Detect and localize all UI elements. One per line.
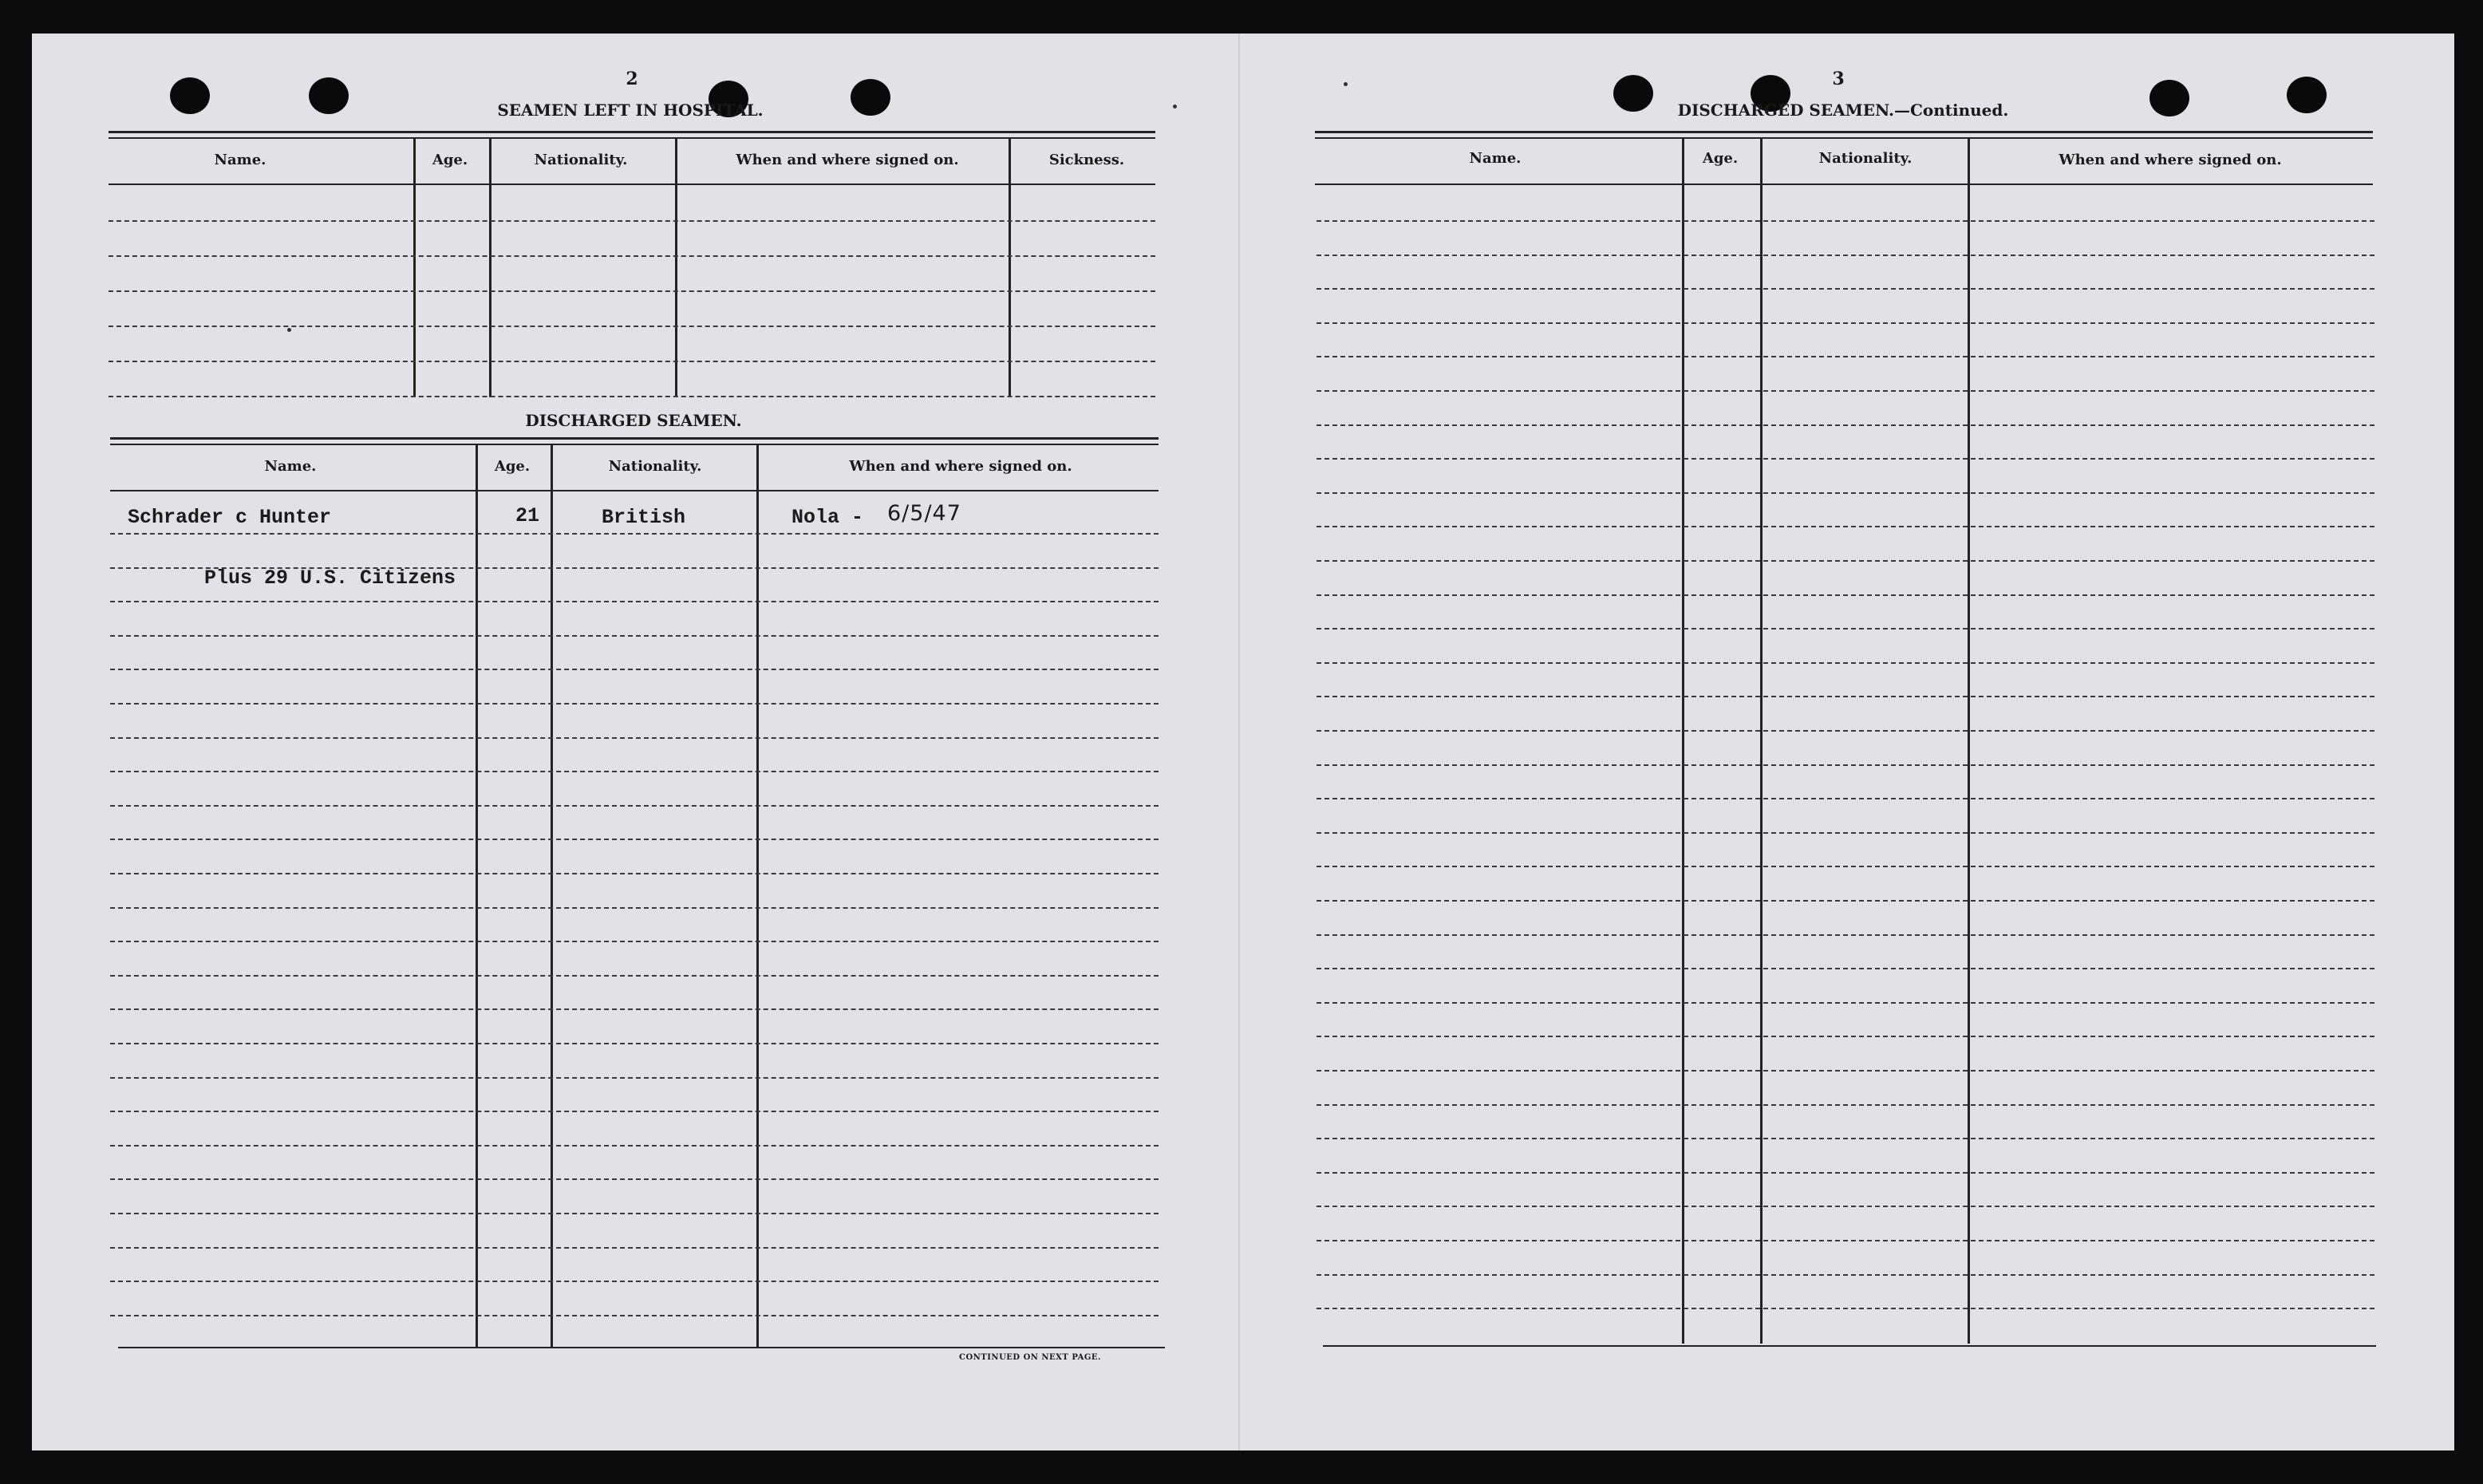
ruled-line: [1317, 968, 2374, 969]
ruled-line: [1317, 1002, 2374, 1004]
ruled-line: [109, 220, 1155, 222]
ruled-line: [110, 1213, 1159, 1214]
col-header-sickness: Sickness.: [1048, 152, 1125, 168]
col-header-signed-on: When and where signed on.: [2059, 152, 2282, 168]
page-number-left: 2: [626, 69, 638, 89]
ruled-line: [1317, 255, 2374, 256]
punch-hole: [2287, 77, 2327, 113]
ruled-line: [110, 737, 1159, 739]
ruled-line: [1317, 220, 2374, 222]
entry-signed-on: Nola -: [791, 506, 864, 529]
ruled-line: [110, 635, 1159, 637]
ruled-line: [1317, 560, 2374, 562]
rule: [109, 137, 1155, 139]
ink-speck: [1344, 82, 1348, 86]
ruled-line: [110, 1247, 1159, 1249]
ruled-line: [110, 1111, 1159, 1112]
ruled-line: [1317, 696, 2374, 697]
ruled-line: [1317, 526, 2374, 527]
ruled-line: [1317, 628, 2374, 630]
col-header-age: Age.: [1702, 150, 1739, 167]
column-divider: [551, 444, 553, 1347]
ruled-line: [110, 771, 1159, 772]
ruled-line: [110, 805, 1159, 807]
ruled-line: [109, 396, 1155, 397]
ruled-line: [110, 1008, 1159, 1010]
ruled-line: [1317, 730, 2374, 732]
ruled-line: [110, 669, 1159, 670]
rule: [110, 490, 1159, 491]
ruled-line: [110, 601, 1159, 602]
punch-hole: [170, 77, 210, 114]
paper-sheet: [32, 34, 2454, 1450]
ruled-line: [109, 326, 1155, 327]
ruled-line: [1317, 356, 2374, 357]
rule: [1315, 131, 2373, 133]
page-number-right: 3: [1832, 69, 1845, 89]
ruled-line: [1317, 1274, 2374, 1276]
rule: [1315, 137, 2373, 139]
ruled-line: [109, 290, 1155, 292]
column-divider: [756, 444, 759, 1347]
ink-speck: [287, 328, 291, 332]
column-divider: [489, 137, 491, 397]
column-divider: [413, 137, 416, 397]
rule: [1323, 1345, 2376, 1347]
col-header-signed-on: When and where signed on.: [849, 458, 1072, 475]
column-divider: [1682, 137, 1684, 1344]
col-header-age: Age.: [432, 152, 468, 168]
ruled-line: [110, 839, 1159, 840]
ruled-line: [110, 1043, 1159, 1044]
ruled-line: [1317, 288, 2374, 290]
column-divider: [1968, 137, 1970, 1344]
ruled-line: [1317, 390, 2374, 392]
ruled-line: [1317, 322, 2374, 324]
punch-hole: [309, 77, 349, 114]
col-header-nationality: Nationality.: [534, 152, 628, 168]
column-divider: [675, 137, 677, 397]
entry-age: 21: [515, 504, 540, 527]
ruled-line: [1317, 934, 2374, 936]
ruled-line: [1317, 1070, 2374, 1072]
ruled-line: [110, 975, 1159, 977]
citizens-note: Plus 29 U.S. Citizens: [204, 566, 456, 590]
col-header-name: Name.: [214, 152, 266, 168]
entry-date: 6/5/47: [887, 501, 961, 526]
ruled-line: [110, 1315, 1159, 1316]
continued-footer: CONTINUED ON NEXT PAGE.: [959, 1353, 1102, 1362]
ink-speck: [1173, 105, 1177, 109]
column-divider: [1760, 137, 1763, 1344]
ruled-line: [110, 1145, 1159, 1147]
ruled-line: [1317, 1308, 2374, 1309]
ruled-line: [1317, 492, 2374, 494]
column-divider: [1009, 137, 1011, 397]
ruled-line: [1317, 1036, 2374, 1037]
rule: [1315, 184, 2373, 185]
ruled-line: [1317, 662, 2374, 664]
col-header-age: Age.: [494, 458, 531, 475]
col-header-nationality: Nationality.: [608, 458, 702, 475]
ruled-line: [110, 907, 1159, 909]
ruled-line: [110, 703, 1159, 705]
entry-name: Schrader c Hunter: [128, 506, 332, 529]
ruled-line: [1317, 1138, 2374, 1139]
ruled-line: [110, 533, 1159, 535]
ruled-line: [1317, 798, 2374, 799]
ruled-line: [110, 1077, 1159, 1079]
ruled-line: [110, 941, 1159, 942]
entry-nationality: British: [602, 506, 686, 529]
col-header-name: Name.: [264, 458, 317, 475]
ruled-line: [1317, 1206, 2374, 1207]
ruled-line: [1317, 764, 2374, 766]
ruled-line: [1317, 1240, 2374, 1241]
punch-hole: [1613, 75, 1653, 112]
ruled-line: [110, 1281, 1159, 1282]
continued-section-title: DISCHARGED SEAMEN.—Continued.: [1677, 101, 2009, 120]
ruled-line: [109, 361, 1155, 362]
ruled-line: [1317, 1104, 2374, 1106]
col-header-name: Name.: [1469, 150, 1522, 167]
ruled-line: [1317, 866, 2374, 867]
col-header-signed-on: When and where signed on.: [736, 152, 959, 168]
hospital-section-title: SEAMEN LEFT IN HOSPITAL.: [497, 101, 764, 120]
ruled-line: [1317, 594, 2374, 596]
ruled-line: [1317, 424, 2374, 426]
col-header-nationality: Nationality.: [1818, 150, 1913, 167]
discharged-section-title: DISCHARGED SEAMEN.: [525, 411, 742, 430]
rule: [110, 444, 1159, 445]
ruled-line: [1317, 1172, 2374, 1174]
rule: [110, 437, 1159, 440]
ruled-line: [1317, 900, 2374, 902]
ruled-line: [1317, 458, 2374, 460]
rule: [118, 1347, 1165, 1348]
ruled-line: [110, 873, 1159, 874]
rule: [109, 131, 1155, 133]
punch-hole: [851, 79, 890, 116]
ruled-line: [110, 1178, 1159, 1180]
page-fold: [1238, 34, 1240, 1450]
ruled-line: [110, 567, 1159, 569]
ruled-line: [109, 255, 1155, 257]
punch-hole: [2149, 80, 2189, 116]
ruled-line: [1317, 832, 2374, 834]
column-divider: [476, 444, 478, 1347]
rule: [109, 184, 1155, 185]
